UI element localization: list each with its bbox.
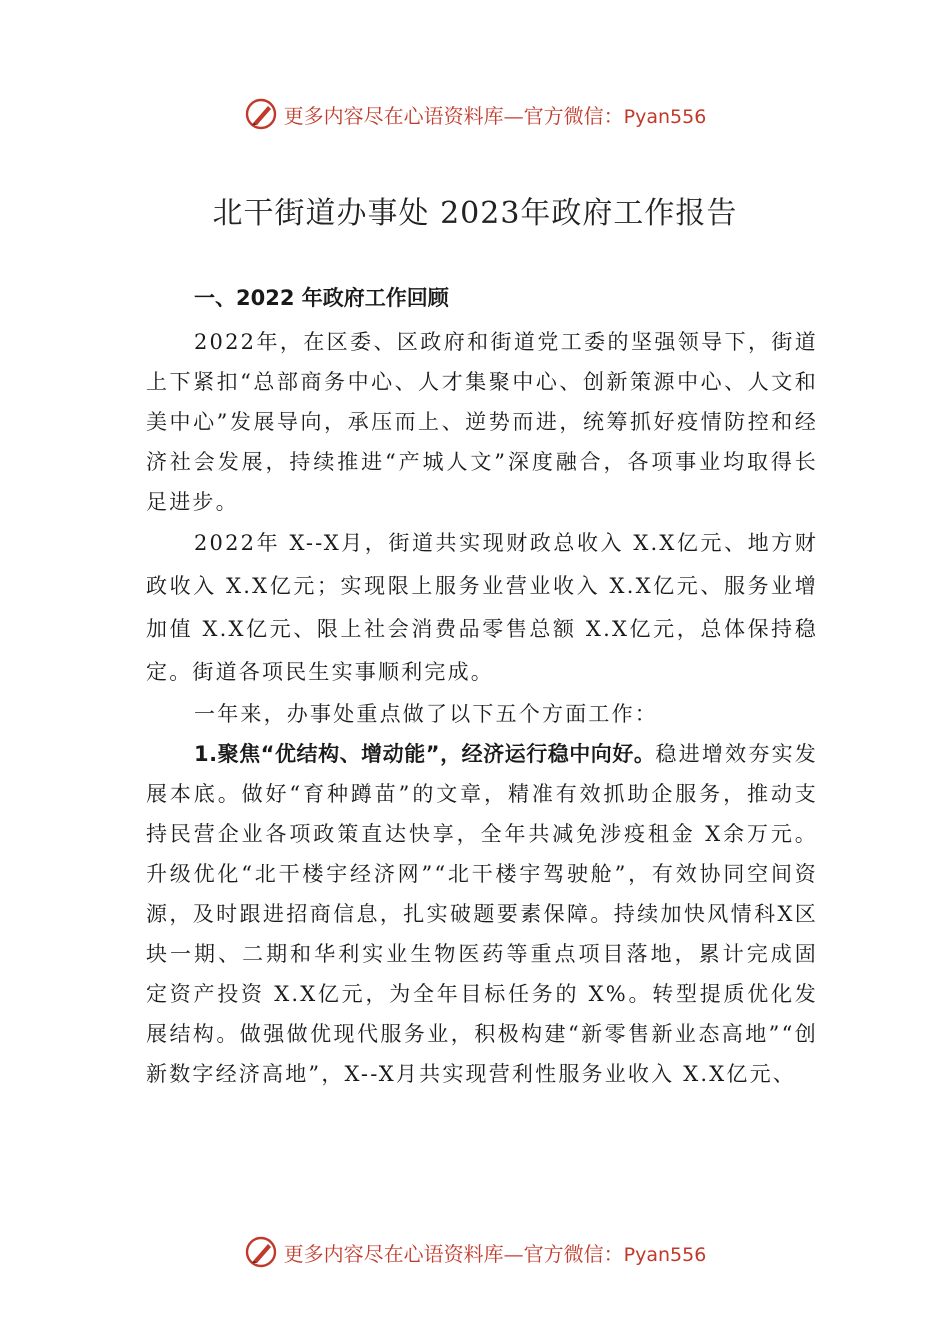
- document-title: 北干街道办事处 2023年政府工作报告: [212, 196, 738, 231]
- watermark-text: 更多内容尽在心语资料库—官方微信：Pyan556: [283, 1241, 707, 1266]
- pen-logo-icon: [244, 97, 278, 131]
- section-heading: 一、2022 年政府工作回顾: [194, 286, 449, 310]
- footer-watermark: [0, 1232, 950, 1272]
- paragraph-summary: 一年来，办事处重点做了以下五个方面工作：: [194, 702, 658, 726]
- paragraph-finance: 2022年 X--X月，街道共实现财政总收入 X.X亿元、地方财政收入 X.X亿元；实现限上服务业营业收入 X.X亿元、服务业增加值 X.X亿元、限上社会消费品零售总额 X.X亿元，总体保持稳定。街道各项民生实事顺利完成。: [146, 531, 818, 684]
- watermark-text: 更多内容尽在心语资料库—官方微信：Pyan556: [283, 103, 707, 128]
- item-1-body: 稳进增效夯实发展本底。做好“育种蹲苗”的文章，精准有效抓助企服务，推动支持民营企业各项政策直达快享，全年共减免涉疫租金 X余万元。升级优化“北干楼宇经济网”“北干楼宇驾驶舱”，有效协同空间资源，及时跟进招商信息，扎实破题要素保障。持续加快风情科X区块一期、二期和华利实业生物医药等重点项目落地，累计完成固定资产投资 X.X亿元，为全年目标任务的 X%。转型提质优化发展结构。做强做优现代服务业，积极构建“新零售新业态高地”“创新数字经济高地”，X--X月共实现营利性服务业收入 X.X亿元、: [146, 742, 818, 1086]
- item-1-lead: 1.聚焦“优结构、增动能”，经济运行稳中向好。: [194, 742, 656, 766]
- pen-logo-icon: [244, 1235, 278, 1269]
- header-watermark: [0, 94, 950, 134]
- watermark-account: Pyan556: [623, 1243, 707, 1266]
- watermark-account: Pyan556: [623, 105, 707, 128]
- paragraph-intro: 2022年，在区委、区政府和街道党工委的坚强领导下，街道上下紧扣“总部商务中心、人才集聚中心、创新策源中心、人文和美中心”发展导向，承压而上、逆势而进，统筹抓好疫情防控和经济社会发展，持续推进“产城人文”深度融合，各项事业均取得长足进步。: [146, 330, 818, 514]
- document-body: [146, 282, 818, 1094]
- paragraph-item-1: [146, 734, 818, 1094]
